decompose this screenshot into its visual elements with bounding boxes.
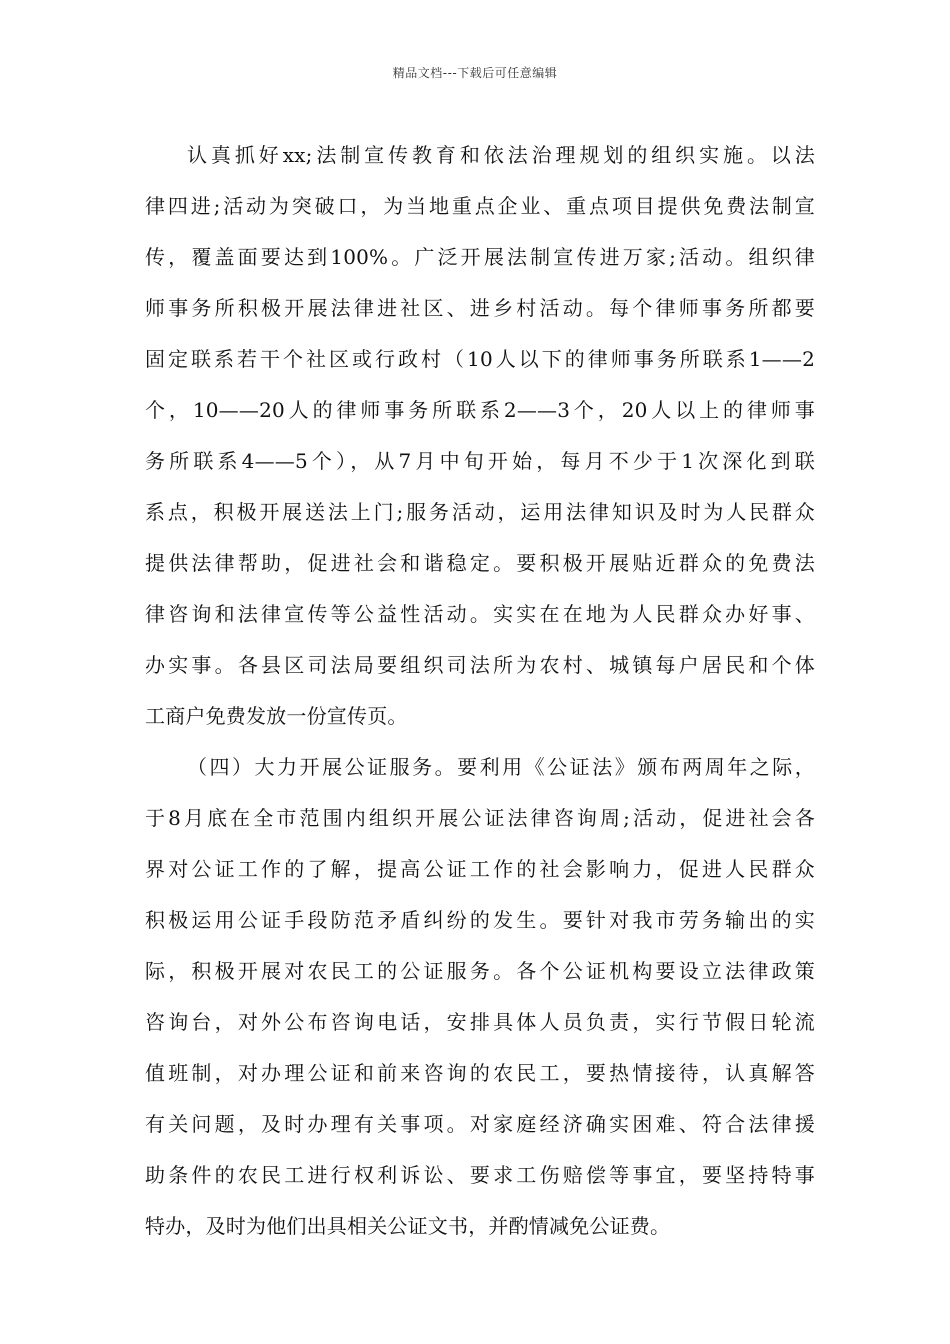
paragraph-line: 固定联系若干个社区或行政村（10人以下的律师事务所联系1——2 <box>145 347 815 371</box>
paragraph-line: 认真抓好xx;法制宣传教育和依法治理规划的组织实施。以法 <box>187 143 815 167</box>
paragraph-line: 界对公证工作的了解，提高公证工作的社会影响力，促进人民群众 <box>145 857 815 881</box>
paragraph-2 <box>145 742 815 1252</box>
paragraph-1 <box>145 130 815 742</box>
paragraph-line: 工商户免费发放一份宣传页。 <box>145 704 408 728</box>
paragraph-line: 传，覆盖面要达到100%。广泛开展法制宣传进万家;活动。组织律 <box>145 245 815 269</box>
paragraph-line: 有关问题，及时办理有关事项。对家庭经济确实困难、符合法律援 <box>145 1112 815 1136</box>
paragraph-line: 师事务所积极开展法律进社区、进乡村活动。每个律师事务所都要 <box>145 296 815 320</box>
paragraph-line: 于8月底在全市范围内组织开展公证法律咨询周;活动，促进社会各 <box>145 806 815 830</box>
paragraph-line: 际，积极开展对农民工的公证服务。各个公证机构要设立法律政策 <box>145 959 815 983</box>
paragraph-line: 务所联系4——5个），从7月中旬开始，每月不少于1次深化到联 <box>145 449 815 473</box>
paragraph-line: 提供法律帮助，促进社会和谐稳定。要积极开展贴近群众的免费法 <box>145 551 815 575</box>
paragraph-line: 律咨询和法律宣传等公益性活动。实实在在地为人民群众办好事、 <box>145 602 815 626</box>
paragraph-line: 特办，及时为他们出具相关公证文书，并酌情减免公证费。 <box>145 1214 671 1238</box>
paragraph-line: 值班制，对办理公证和前来咨询的农民工，要热情接待，认真解答 <box>145 1061 815 1085</box>
document-body <box>145 130 815 1252</box>
paragraph-line: 咨询台，对外公布咨询电话，安排具体人员负责，实行节假日轮流 <box>145 1010 815 1034</box>
paragraph-line: 律四进;活动为突破口，为当地重点企业、重点项目提供免费法制宣 <box>145 194 815 218</box>
paragraph-line: 助条件的农民工进行权利诉讼、要求工伤赔偿等事宜，要坚持特事 <box>145 1163 815 1187</box>
paragraph-line: （四）大力开展公证服务。要利用《公证法》颁布两周年之际， <box>187 755 815 779</box>
paragraph-line: 个，10——20人的律师事务所联系2——3个，20人以上的律师事 <box>145 398 815 422</box>
paragraph-line: 办实事。各县区司法局要组织司法所为农村、城镇每户居民和个体 <box>145 653 815 677</box>
page-header: 精品文档---下载后可任意编辑 <box>392 66 558 80</box>
paragraph-line: 系点，积极开展送法上门;服务活动，运用法律知识及时为人民群众 <box>145 500 815 524</box>
paragraph-line: 积极运用公证手段防范矛盾纠纷的发生。要针对我市劳务输出的实 <box>145 908 815 932</box>
